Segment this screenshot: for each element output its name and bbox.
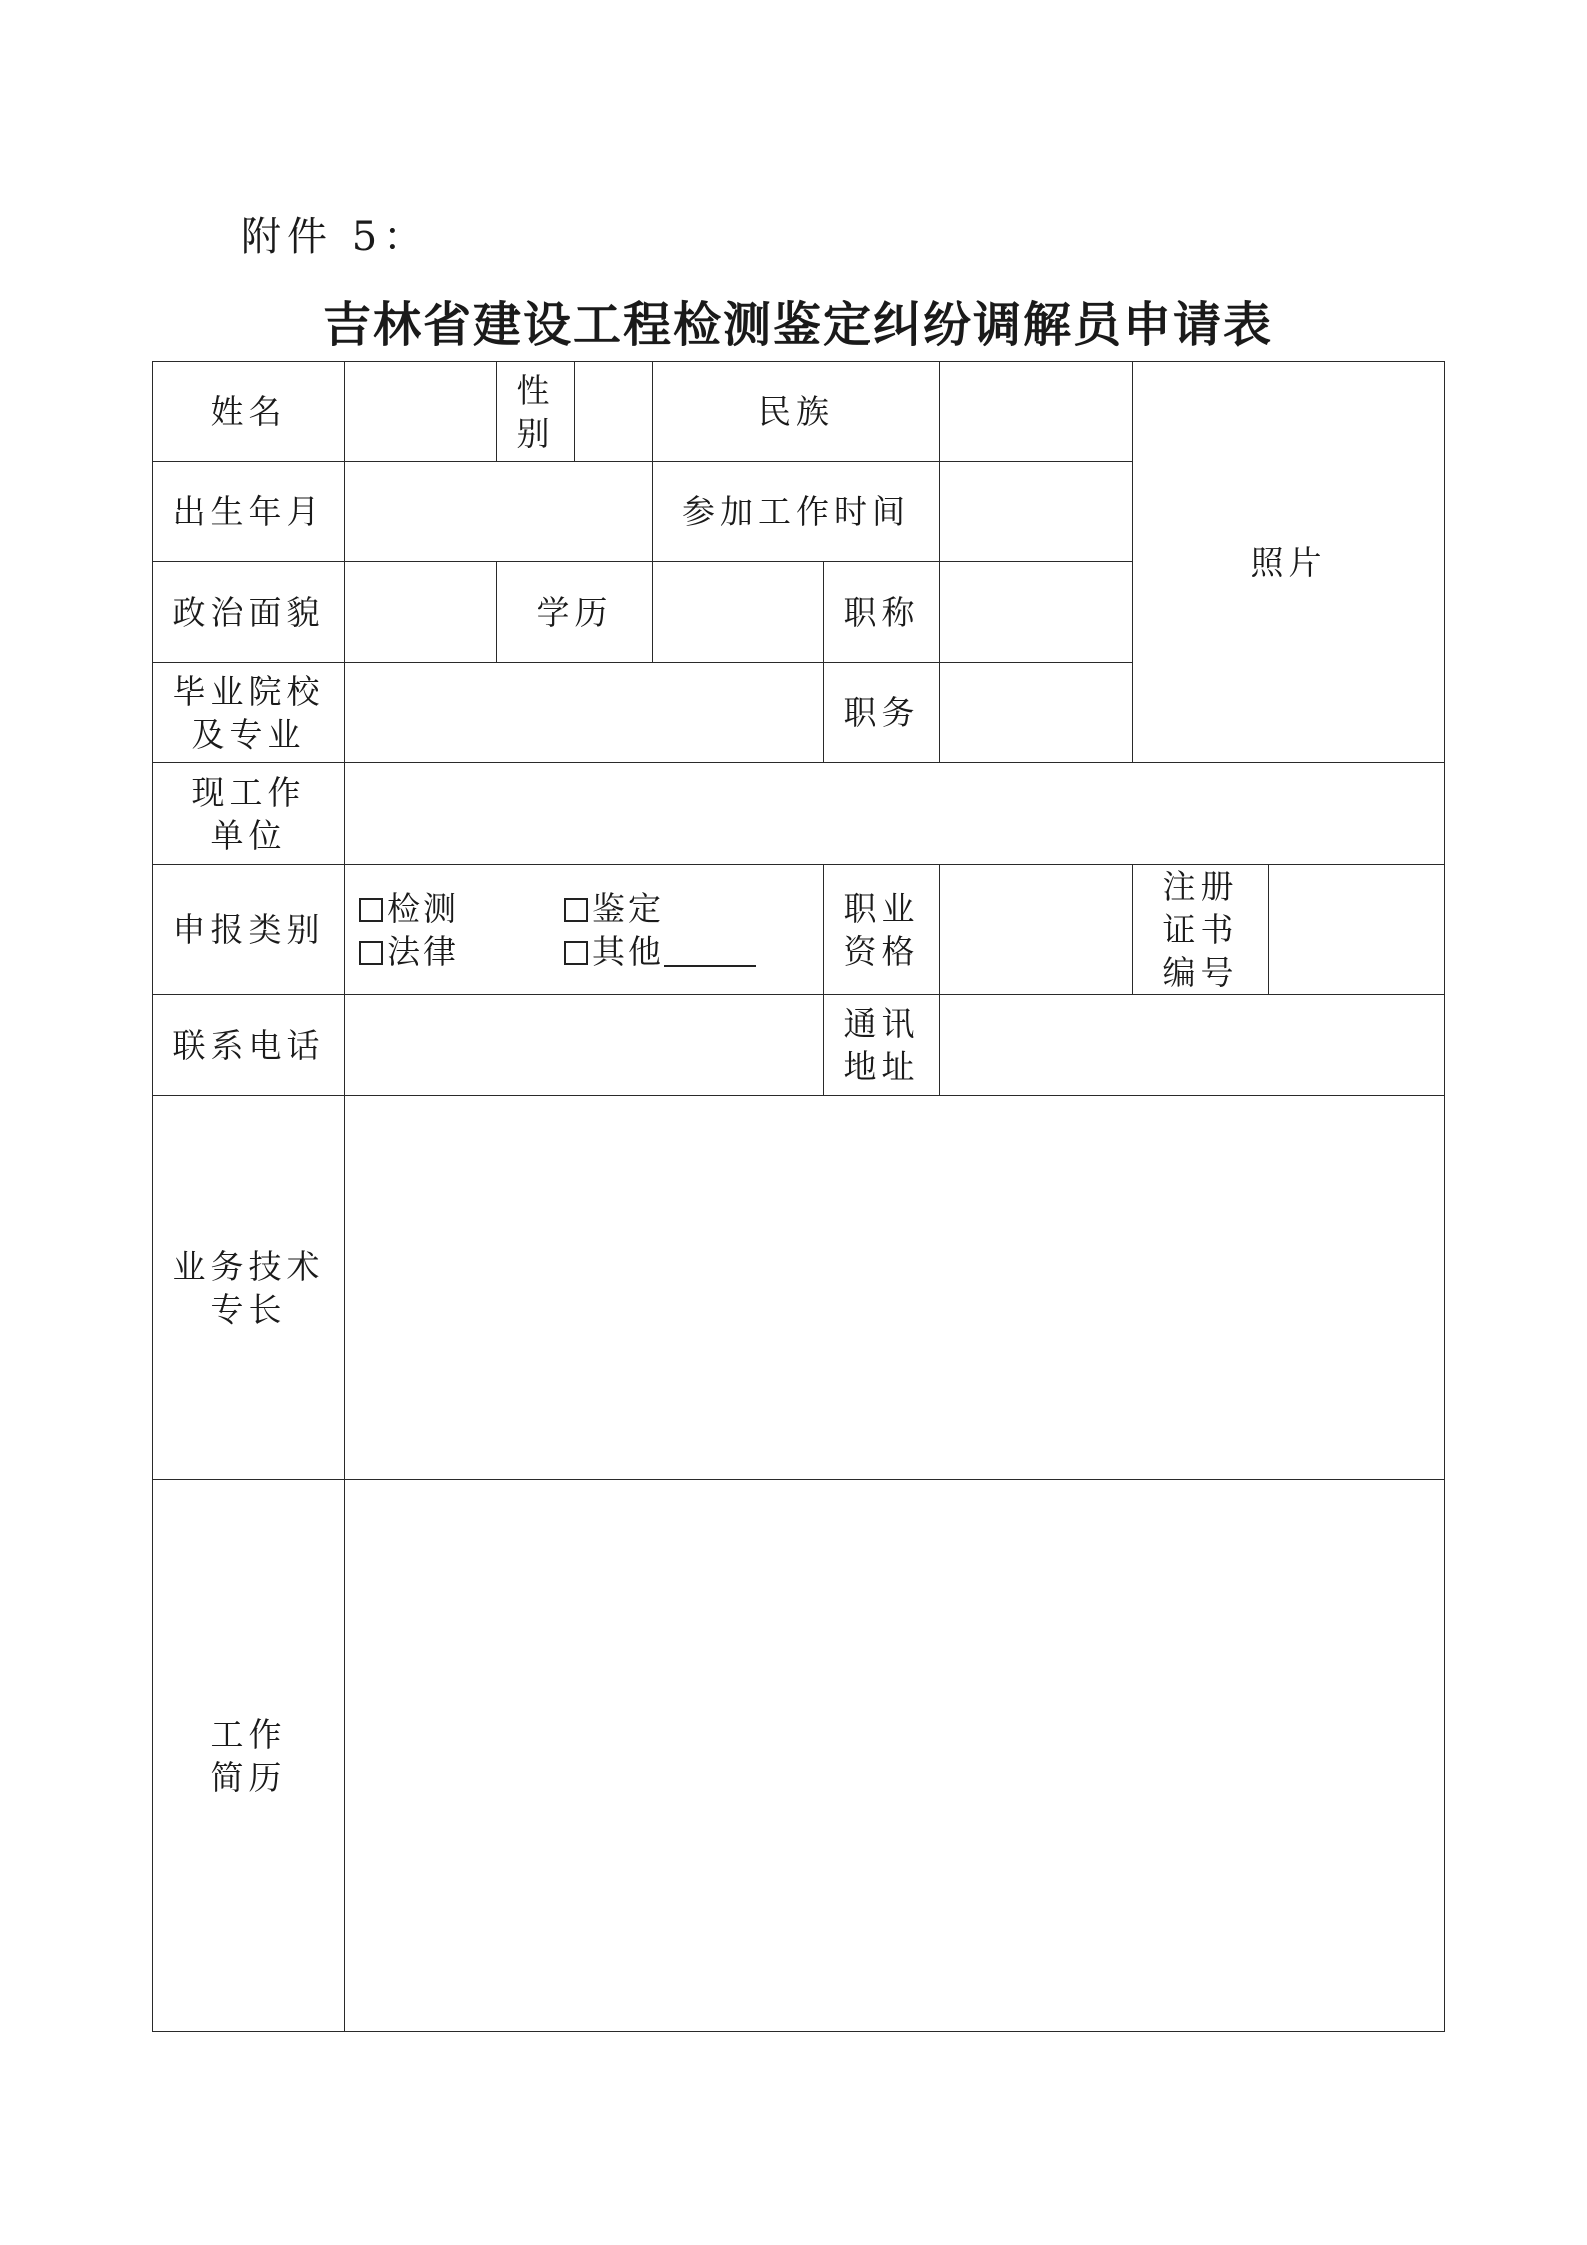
education-field[interactable]	[653, 562, 824, 663]
expertise-label: 业务技术 专长	[153, 1096, 345, 1480]
professional-title-label: 职称	[824, 562, 940, 663]
checkbox-icon[interactable]	[359, 941, 383, 965]
position-label: 职务	[824, 663, 940, 763]
option-other[interactable]: 其他	[564, 930, 769, 973]
position-field[interactable]	[940, 663, 1133, 763]
phone-label: 联系电话	[153, 995, 345, 1096]
birth-field[interactable]	[345, 462, 653, 562]
certificate-number-label: 注册 证书 编号	[1133, 865, 1269, 995]
checkbox-icon[interactable]	[359, 898, 383, 922]
name-label: 姓名	[153, 362, 345, 462]
political-status-field[interactable]	[345, 562, 497, 663]
address-label: 通讯 地址	[824, 995, 940, 1096]
expertise-field[interactable]	[345, 1096, 1445, 1480]
employer-field[interactable]	[345, 763, 1445, 865]
work-resume-label: 工作 简历	[153, 1480, 345, 2032]
ethnicity-label: 民族	[653, 362, 940, 462]
phone-field[interactable]	[345, 995, 824, 1096]
political-status-label: 政治面貌	[153, 562, 345, 663]
qualification-label: 职业 资格	[824, 865, 940, 995]
option-law[interactable]: 法律	[359, 930, 564, 973]
professional-title-field[interactable]	[940, 562, 1133, 663]
education-label: 学历	[497, 562, 653, 663]
option-appraisal[interactable]: 鉴定	[564, 887, 769, 930]
attachment-label: 附件 5：	[241, 214, 430, 260]
ethnicity-field[interactable]	[940, 362, 1133, 462]
checkbox-icon[interactable]	[564, 941, 588, 965]
category-label: 申报类别	[153, 865, 345, 995]
other-blank-line[interactable]	[664, 937, 756, 967]
gender-label: 性 别	[497, 362, 575, 462]
certificate-number-field[interactable]	[1269, 865, 1445, 995]
employer-label: 现工作 单位	[153, 763, 345, 865]
gender-field[interactable]	[575, 362, 653, 462]
option-testing[interactable]: 检测	[359, 887, 564, 930]
name-field[interactable]	[345, 362, 497, 462]
form-title: 吉林省建设工程检测鉴定纠纷调解员申请表	[322, 297, 1273, 353]
category-options	[345, 865, 824, 995]
birth-label: 出生年月	[153, 462, 345, 562]
photo-box[interactable]: 照片	[1133, 362, 1445, 763]
work-start-field[interactable]	[940, 462, 1133, 562]
qualification-field[interactable]	[940, 865, 1133, 995]
address-field[interactable]	[940, 995, 1445, 1096]
application-form-table	[152, 361, 1445, 2032]
school-major-label: 毕业院校 及专业	[153, 663, 345, 763]
checkbox-icon[interactable]	[564, 898, 588, 922]
work-start-label: 参加工作时间	[653, 462, 940, 562]
work-resume-field[interactable]	[345, 1480, 1445, 2032]
school-major-field[interactable]	[345, 663, 824, 763]
